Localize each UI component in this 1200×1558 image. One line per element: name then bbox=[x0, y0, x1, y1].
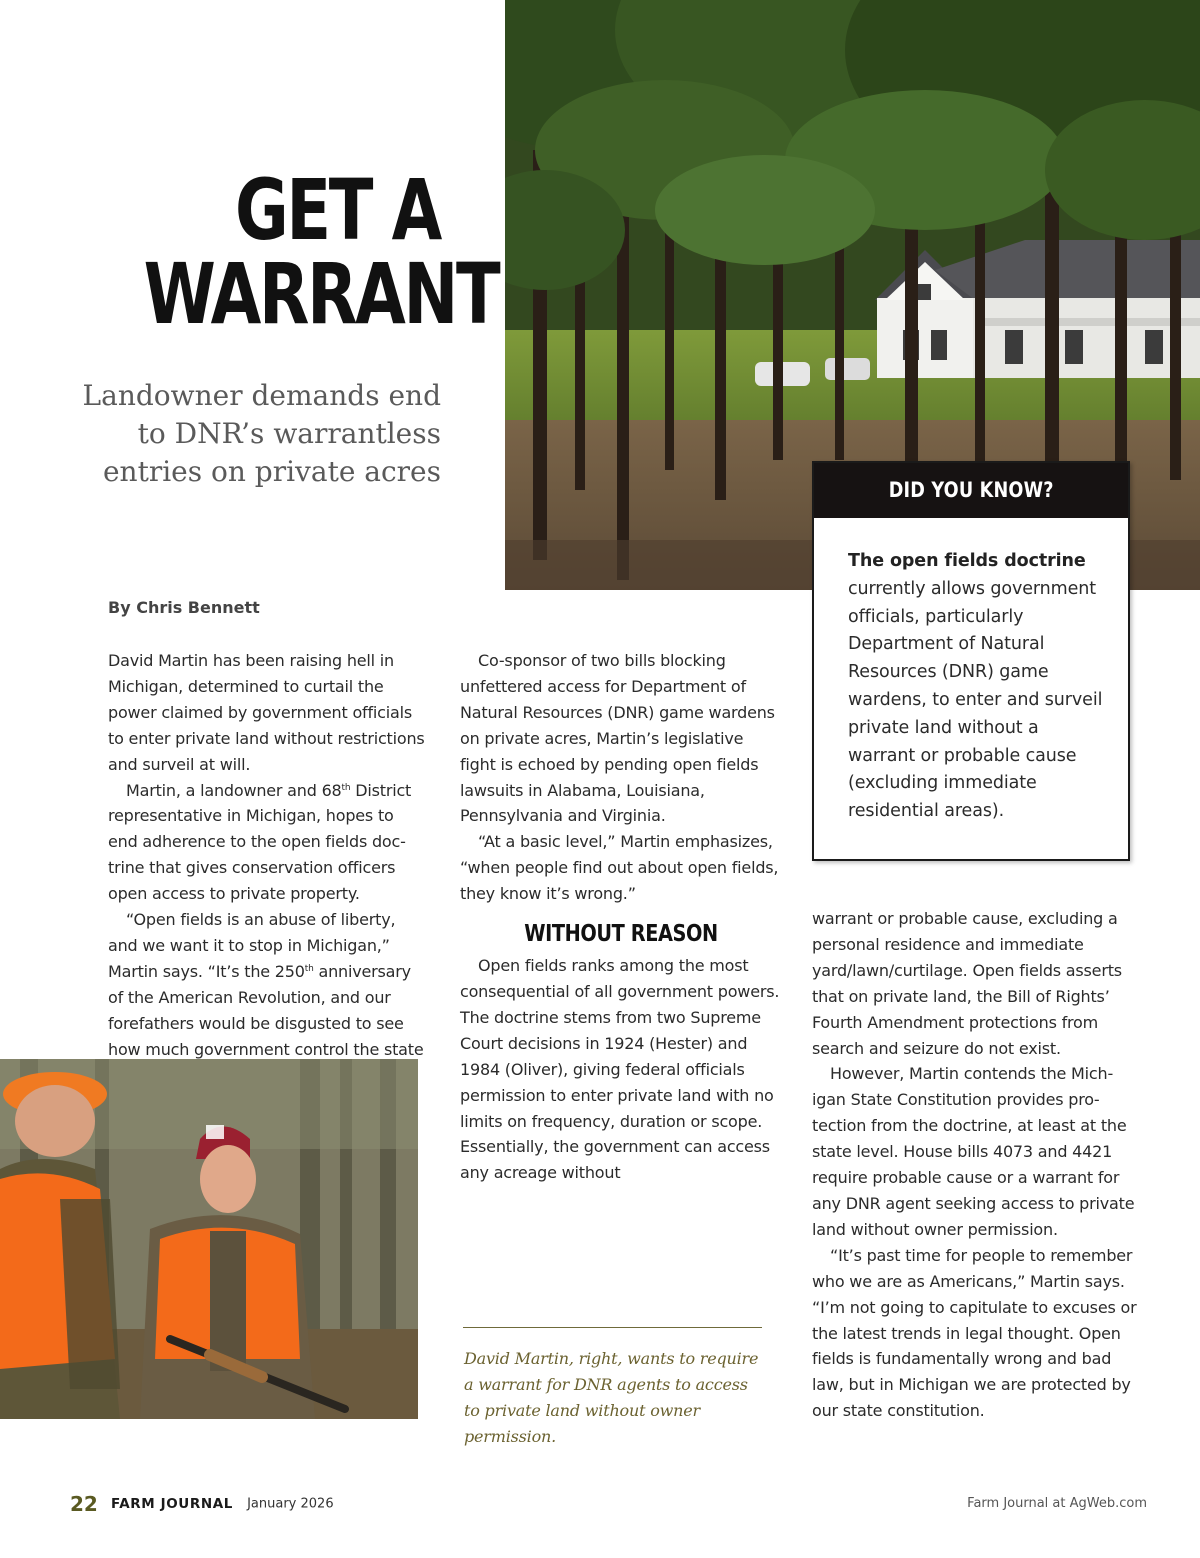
body-paragraph-1: David Martin has been raising hell in Michigan, determined to curtail the power claimed by government officials to enter private land without restrictions and surveil at will. bbox=[108, 651, 425, 774]
deck-subtitle: Landowner demands end to DNR’s warrantless entries on private acres bbox=[82, 379, 441, 488]
body-paragraph-7: However, Martin contends the Michigan State Constitution provides protection from the doctrine, at least at the state level. House bills 4073 and 4421 require probable cause or a warrant for any DNR agent seeking access to private land without owner permission. bbox=[812, 1064, 1135, 1239]
body-paragraph-2 bbox=[108, 778, 426, 908]
issue-date: January 2026 bbox=[247, 1496, 334, 1512]
body-paragraph-6-continued: warrant or probable cause, excluding a personal residence and immediate yard/lawn/curtilage. Open fields asserts that on private land, the Bill of Rights’ Fourth Amendment protections from search and seizure do not exist. bbox=[812, 909, 1122, 1058]
body-paragraph-5: “At a basic level,” Martin emphasizes, “when people find out about open fields, they know it’s wrong.” bbox=[460, 832, 779, 904]
did-you-know-sidebar bbox=[812, 461, 1130, 861]
paragraph-2-part-a: Martin, a landowner and 68 bbox=[126, 780, 342, 800]
headline-line-1: GET A bbox=[234, 161, 440, 259]
paragraph-2-part-b: District representative in Michigan, hopes to end adherence to the open fields doctrine that gives conservation officers open access to private property. bbox=[108, 780, 412, 904]
body-column-3 bbox=[812, 906, 1140, 1424]
section-subhead: WITHOUT REASON bbox=[524, 921, 718, 948]
sidebar-header bbox=[814, 463, 1128, 518]
caption-divider bbox=[463, 1327, 762, 1328]
body-column-2 bbox=[460, 648, 782, 1186]
hunters-photo-illustration bbox=[0, 1059, 418, 1419]
ordinal-suffix-250th: th bbox=[304, 963, 314, 974]
byline: By Chris Bennett bbox=[108, 598, 260, 617]
body-paragraph-6: Open fields ranks among the most consequential of all government powers. The doctrine stems from two Supreme Court decisions in 1924 (Hester) and 1984 (Oliver), giving federal officials permission to enter private land with no limits on frequency, duration or scope. Essentially, the government can access any acreage without bbox=[460, 956, 780, 1183]
headline bbox=[143, 161, 499, 343]
body-paragraph-8: “It’s past time for people to remember who we are as Americans,” Martin says. “I’m not going to capitulate to excuses or the latest trends in legal thought. Open fields is fundamentally wrong and bad law, but in Michigan we are protected by our state constitution. bbox=[812, 1245, 1137, 1421]
sidebar-text: currently allows government officials, particularly Department of Natural Resources (DNR) game wardens, to enter and surveil private land without a warrant or probable cause (excluding immediate residential areas). bbox=[848, 578, 1103, 822]
body-column-1 bbox=[108, 648, 426, 1088]
page-footer bbox=[70, 1492, 334, 1516]
site-credit: Farm Journal at AgWeb.com bbox=[967, 1496, 1147, 1511]
magazine-name: FARM JOURNAL bbox=[110, 1496, 233, 1512]
ordinal-suffix-68th: th bbox=[341, 782, 351, 793]
paragraph-3-part-a: “Open fields is an abuse of liberty, and we want it to stop in Michigan,” Martin says. “It’s the 250 bbox=[108, 910, 396, 981]
paragraph-3-part-b: anniversary of the American Revolution, and our forefathers would be disgusted to see how much government control the state bbox=[108, 961, 424, 1059]
farmhouse bbox=[875, 240, 1200, 378]
hunters-photo bbox=[0, 1059, 418, 1419]
page-number: 22 bbox=[70, 1492, 98, 1516]
body-paragraph-4: Co-sponsor of two bills blocking unfettered access for Department of Natural Resources (DNR) game wardens on private acres, Martin’s legislative fight is echoed by pending open fields lawsuits in Alabama, Louisiana, Pennsylvania and Virginia. bbox=[460, 651, 775, 826]
sidebar-lead: The open fields doctrine bbox=[848, 551, 1086, 571]
headline-line-2: WARRANT bbox=[143, 245, 499, 343]
photo-caption: David Martin, right, wants to require a warrant for DNR agents to access to private land without owner permission. bbox=[464, 1349, 759, 1446]
sidebar-body bbox=[814, 518, 1128, 826]
sidebar-title: DID YOU KNOW? bbox=[888, 478, 1054, 502]
